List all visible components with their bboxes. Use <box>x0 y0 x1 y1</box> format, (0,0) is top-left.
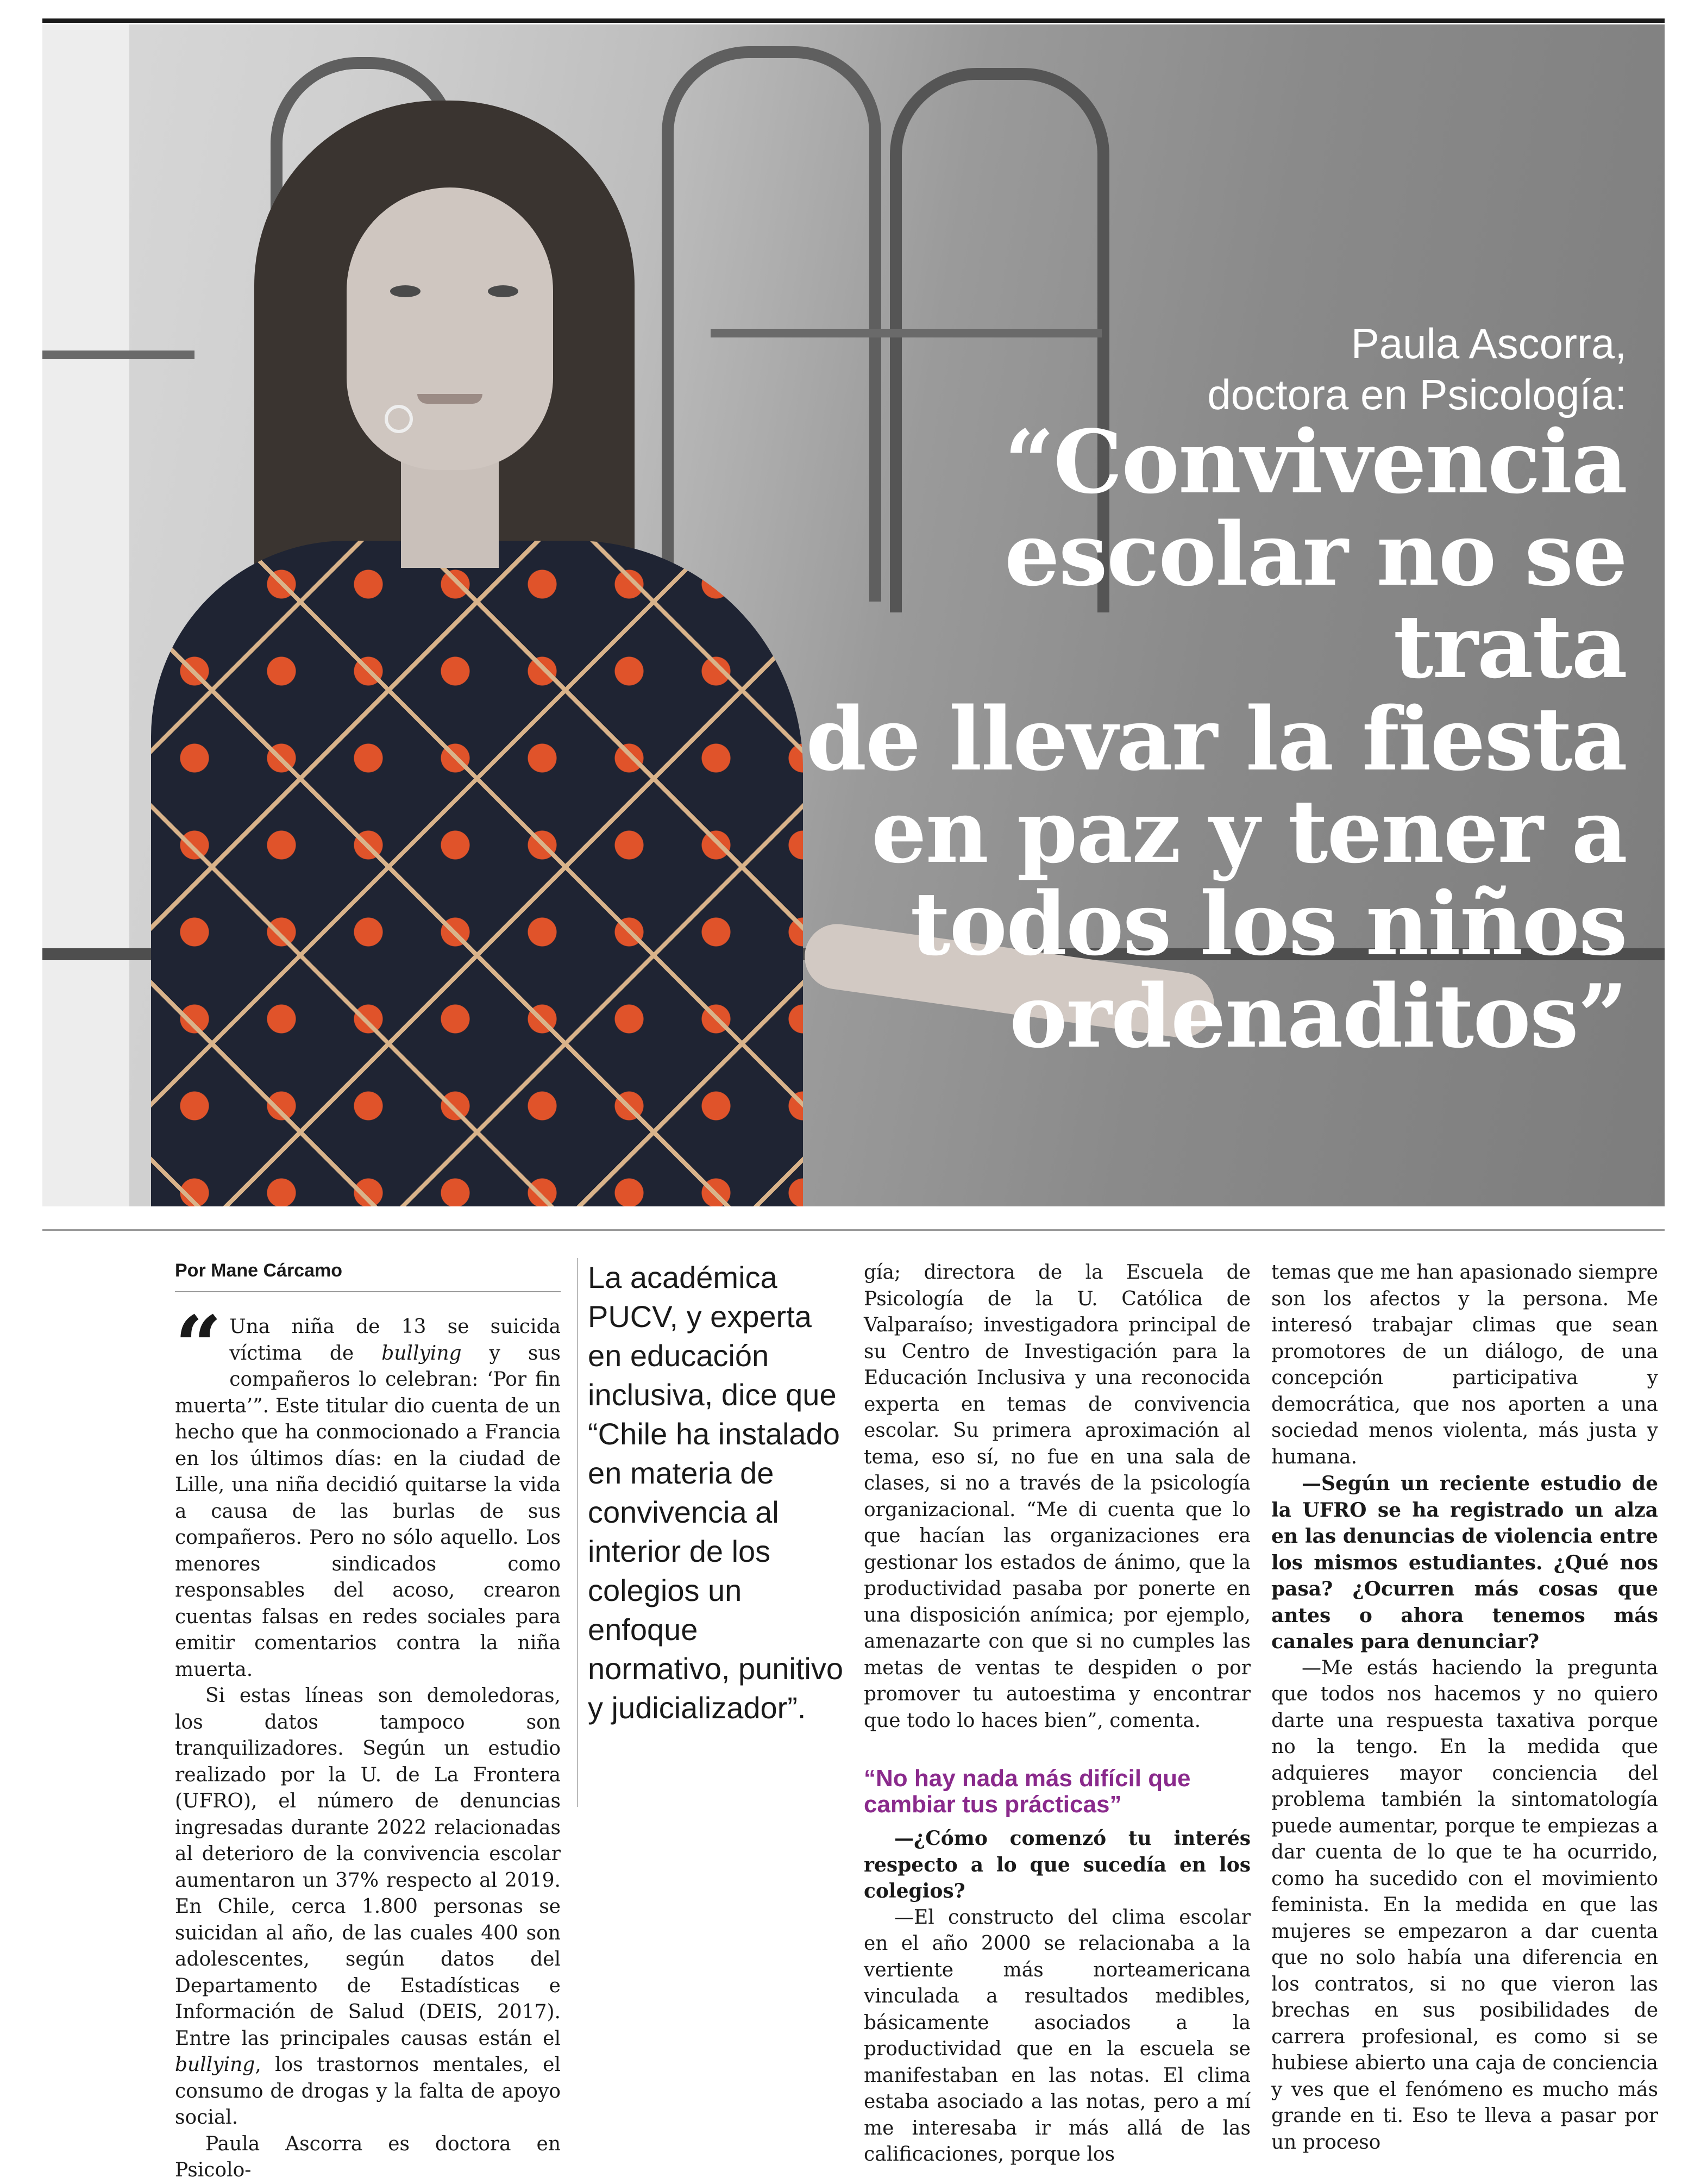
article-column-2 <box>864 1260 1251 2168</box>
portrait-mouth <box>417 394 482 404</box>
kicker-line: Paula Ascorra, <box>1351 320 1627 367</box>
interview-answer: —El constructo del clima escolar en el año 2000 se relacionaba a la vertiente más norteamericana vinculada a resultados medibles, básicamente asociados a la productividad que en la escuela se manifestaban en las notas. El clima estaba asociado a las notas, pero a mí me interesaba ir más allá de las calificaciones, porque los <box>864 1906 1251 2166</box>
headline-line: en paz y tener a <box>871 780 1627 883</box>
open-quote-mark: “ <box>175 1298 222 1394</box>
article-paragraph <box>175 1683 561 2131</box>
text-run: y sus compañeros lo celebran: ‘Por fin muerta’”. Este titular dio cuenta de un hecho que ha conmocionado a Francia en los últimos días: en la ciudad de Lille, una niña decidió quitarse la vida a causa de las burlas de sus compañeros. Pero no sólo aquello. Los menores sindicados como responsables del acoso, crearon cuentas falsas en redes sociales para emitir comentarios contra la niña muerta. <box>175 1342 561 1681</box>
headline-line: “Convivencia <box>1004 411 1627 513</box>
text-run: Si estas líneas son demoledoras, los datos tampoco son tranquilizadores. Según un estudio realizado por la U. de La Frontera (UFRO), el número de denuncias ingresadas durante 2022 relacionadas al deterioro de la convivencia escolar aumentaron un 37% respecto al 2019. En Chile, cerca 1.800 personas se suicidan al año, de las cuales 400 son adolescentes, según datos del Departamento de Estadísticas e Información de Salud (DEIS, 2017). Entre las principales causas están el <box>175 1685 561 2050</box>
portrait-photo <box>42 24 1665 1206</box>
balcony-rail <box>711 329 1102 337</box>
portrait-eye <box>488 285 518 297</box>
text-run: , los trastornos mentales, el consumo de drogas y la falta de apoyo social. <box>175 2054 561 2129</box>
interview-question: —Según un reciente estudio de la UFRO se ha registrado un alza en las denuncias de violencia entre los mismos estudiantes. ¿Qué nos pasa? ¿Ocurren más cosas que antes o ahora tenemos más canales para denunciar? <box>1271 1472 1658 1653</box>
pull-quote: La académica PUCV, y experta en educación inclusiva, dice que “Chile ha instalado en materia de convivencia al interior de los colegios un enfoque normativo, punitivo y judicializador”. <box>588 1258 843 1728</box>
headline-line: de llevar la fiesta <box>806 688 1627 790</box>
byline: Por Mane Cárcamo <box>175 1260 561 1292</box>
section-divider <box>42 1229 1665 1231</box>
headline-kicker <box>1207 318 1627 420</box>
headline-line: escolar no se trata <box>1004 503 1627 698</box>
section-subhead: “No hay nada más difícil que cambiar tus prácticas” <box>864 1765 1191 1818</box>
text-run: Una niña de 13 se suicida víctima de <box>229 1316 561 1365</box>
headline-line: ordenaditos” <box>1009 965 1627 1067</box>
interview-question: —¿Cómo comenzó tu interés respecto a lo que sucedía en los colegios? <box>864 1827 1251 1903</box>
balcony-rail <box>42 351 194 359</box>
article-paragraph <box>175 1298 561 1683</box>
top-rule <box>42 18 1665 23</box>
article-column-3 <box>1271 1260 1658 2156</box>
portrait-patterned-blouse <box>151 541 803 1206</box>
article-paragraph: gía; directora de la Escuela de Psicología de la U. Católica de Valparaíso; investigadora principal de su Centro de Investigación para la Educación Inclusiva y una reconocida experta en temas de convivencia escolar. Su primera aproximación al tema, eso sí, no fue en una sala de clases, si no a través de la psicología organizacional. “Me di cuenta que lo que hacían las organizaciones era gestionar los estados de ánimo, que la productividad pasaba por ponerte en una disposición anímica; por ejemplo, amenazarte con que si no cumples las metas de ventas te despiden o por promover tu autoestima y encontrar que todo lo haces bien”, comenta. <box>864 1261 1251 1732</box>
article-paragraph: Paula Ascorra es doctora en Psicolo- <box>175 2132 561 2181</box>
headline <box>757 411 1627 1067</box>
portrait-neck <box>401 459 499 568</box>
interview-answer: —Me estás haciendo la pregunta que todos nos hacemos y no quiero darte una respuesta taxativa porque no la tengo. En la medida que adquieres mayor conciencia del problema también la sintomatología puede aumentar, porque te empiezas a dar cuenta de lo que te ha ocurrido, como ha sucedido con el movimiento feminista. En la medida en que las mujeres se empezaron a dar cuenta que no solo había una diferencia en los contratos, si no que vieron las brechas en sus posibilidades de carrera profesional, es como si se hubiese abierto una caja de conciencia y ves que el fenómeno es mucho más grande en ti. Eso te lleva a pasar por un proceso <box>1271 1656 1658 2154</box>
italic-term: bullying <box>381 1342 462 1365</box>
kicker-line: doctora en Psicología: <box>1207 371 1627 418</box>
background-column <box>42 24 129 1206</box>
headline-line: todos los niños <box>910 873 1627 975</box>
article-paragraph: temas que me han apasionado siempre son los afectos y la persona. Me interesó trabajar climas que sean promotores de un diálogo, de una concepción participativa y democrática, que nos aporten a una sociedad menos violenta, más justa y humana. <box>1271 1261 1658 1468</box>
earring <box>385 405 413 433</box>
portrait-face <box>347 187 553 470</box>
article-column-1 <box>175 1260 561 2184</box>
portrait-eye <box>390 285 421 297</box>
italic-term: bullying <box>175 2054 255 2076</box>
